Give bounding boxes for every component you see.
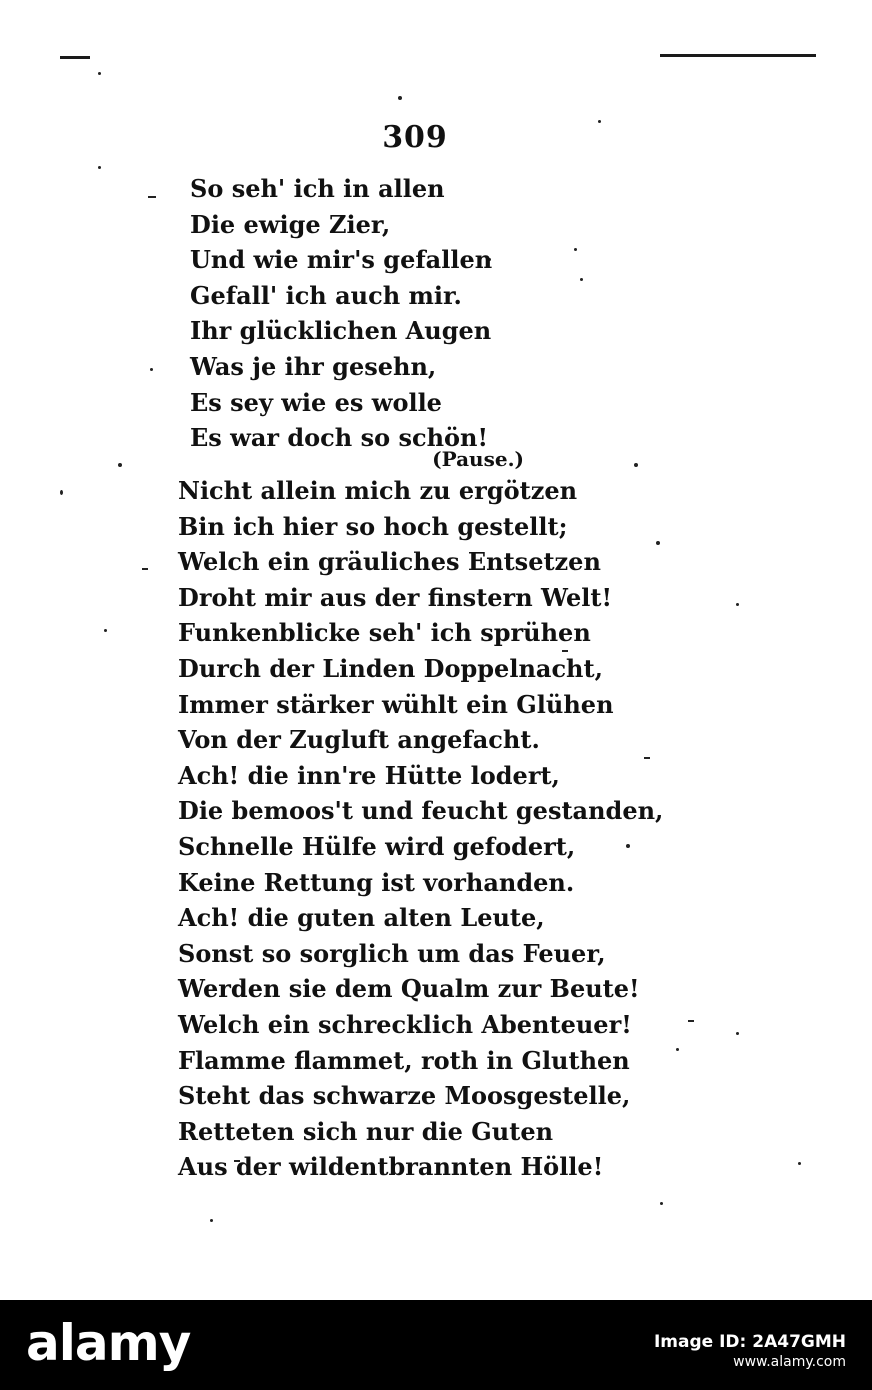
verse-line: Und wie mir's gefallen [190,245,493,275]
image-meta [654,1332,846,1370]
speck [798,1162,801,1165]
speck [98,166,101,169]
speck [142,568,148,570]
brand-logo: alamy [26,1314,191,1372]
speck [104,629,107,632]
watermark-footer [0,1300,872,1390]
verse-line: Was je ihr gesehn, [190,351,437,381]
verse-line: So seh' ich in allen [190,174,445,203]
verse-line: Retteten sich nur die Guten [178,1116,554,1146]
verse-line: Schnelle Hülfe wird gefodert, [178,831,576,861]
speck [210,1219,213,1222]
stanza-2 [178,473,664,1185]
top-rule-right [660,54,816,57]
verse-line: Es sey wie es wolle [190,387,442,417]
speck [118,463,122,467]
verse-line: Ach! die inn're Hütte lodert, [178,760,560,790]
stanza-1 [190,171,610,456]
verse-line: Welch ein gräuliches Entsetzen [178,547,601,577]
top-rule-left [60,56,90,59]
image-id-label: Image ID: 2A47GMH [653,1332,846,1352]
verse-line: Gefall' ich auch mir. [190,280,462,310]
verse-line: Es war doch so schön! [190,423,489,453]
speck [688,1020,694,1022]
verse-line: Aus der wildentbrannten Hölle! [178,1152,604,1182]
speck [598,120,601,123]
speck [626,844,630,848]
speck [676,1048,679,1051]
page-number: 309 [382,120,448,155]
verse-line: Sonst so sorglich um das Feuer, [178,938,606,968]
verse-line: Bin ich hier so hoch gestellt; [178,511,568,541]
speck [660,1202,663,1205]
speck [148,196,156,198]
verse-line: Flamme flammet, roth in Gluthen [178,1045,630,1075]
verse-line: Steht das schwarze Moosgestelle, [178,1081,631,1111]
speck [98,72,101,75]
stage-direction: (Pause.) [432,447,524,471]
speck [398,96,402,100]
site-url: www.alamy.com [733,1354,846,1370]
speck [634,463,638,467]
verse-line: Die bemoos't und feucht gestanden, [178,796,664,826]
verse-line: Welch ein schrecklich Abenteuer! [178,1009,632,1039]
speck [60,490,63,495]
verse-line: Die ewige Zier, [190,209,391,239]
verse-line: Funkenblicke seh' ich sprühen [178,618,591,648]
verse-line: Keine Rettung ist vorhanden. [178,867,575,897]
verse-line: Durch der Linden Doppelnacht, [178,653,603,683]
speck [736,603,739,606]
speck [150,368,153,371]
verse-line: Ach! die guten alten Leute, [178,903,545,933]
speck [656,541,660,545]
verse-line: Von der Zugluft angefacht. [178,725,540,755]
verse-line: Werden sie dem Qualm zur Beute! [178,974,640,1004]
verse-line: Nicht allein mich zu ergötzen [178,476,578,505]
verse-line: Droht mir aus der finstern Welt! [178,582,613,612]
verse-line: Immer stärker wühlt ein Glühen [178,689,614,719]
speck [644,757,650,759]
verse-line: Ihr glücklichen Augen [190,316,492,346]
speck [736,1032,739,1035]
